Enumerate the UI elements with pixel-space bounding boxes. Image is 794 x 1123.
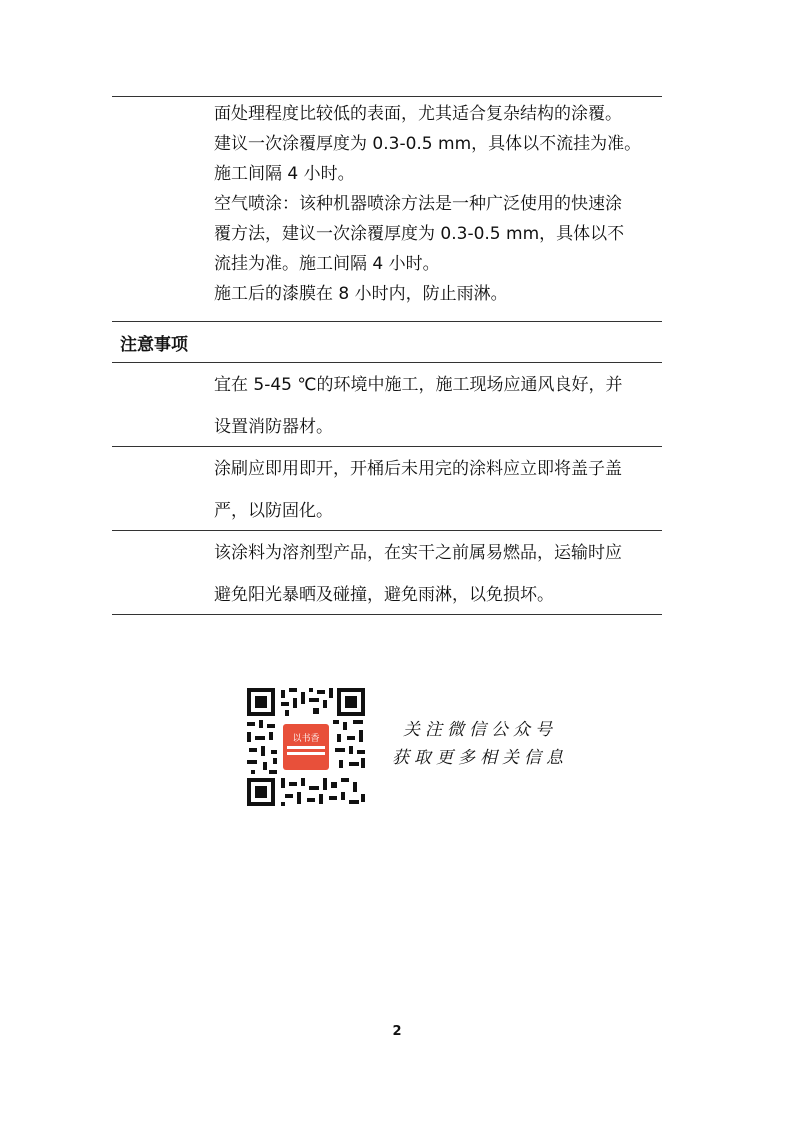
follow-wechat-note — [380, 716, 580, 772]
text-line: 空气喷涂：该种机器喷涂方法是一种广泛使用的快速涂 — [214, 194, 622, 214]
row-rule — [112, 446, 662, 447]
text-line: 建议一次涂覆厚度为 0.3-0.5 mm，具体以不流挂为准。 — [214, 134, 642, 154]
text-line: 面处理程度比较低的表面，尤其适合复杂结构的涂覆。 — [214, 104, 622, 124]
text-line: 宜在 5-45 ℃的环境中施工，施工现场应通风良好，并 — [214, 375, 623, 395]
note-item — [214, 538, 664, 610]
section-rule — [112, 321, 662, 322]
notes-section-title: 注意事项 — [120, 335, 188, 355]
row-rule — [112, 530, 662, 531]
text-line: 该涂料为溶剂型产品，在实干之前属易燃品，运输时应 — [214, 543, 622, 563]
note-item — [214, 454, 664, 526]
text-line: 施工间隔 4 小时。 — [214, 164, 355, 184]
qr-logo-text: 以书香 — [292, 734, 320, 744]
qr-code-icon — [245, 686, 367, 808]
text-line: 严，以防固化。 — [214, 501, 333, 521]
text-line: 设置消防器材。 — [214, 417, 333, 437]
follow-line: 获取更多相关信息 — [392, 748, 568, 768]
table-bottom-rule — [112, 614, 662, 615]
page-number: 2 — [392, 1024, 402, 1039]
table-top-rule — [112, 96, 662, 97]
text-line: 避免阳光暴晒及碰撞，避免雨淋，以免损坏。 — [214, 585, 554, 605]
text-line: 流挂为准。施工间隔 4 小时。 — [214, 254, 440, 274]
text-line: 覆方法，建议一次涂覆厚度为 0.3-0.5 mm，具体以不 — [214, 224, 625, 244]
text-line: 施工后的漆膜在 8 小时内，防止雨淋。 — [214, 284, 508, 304]
section-rule — [112, 362, 662, 363]
follow-line: 关注微信公众号 — [403, 720, 557, 740]
spray-method-block — [214, 99, 664, 309]
text-line: 涂刷应即用即开，开桶后未用完的涂料应立即将盖子盖 — [214, 459, 622, 479]
note-item — [214, 370, 664, 442]
